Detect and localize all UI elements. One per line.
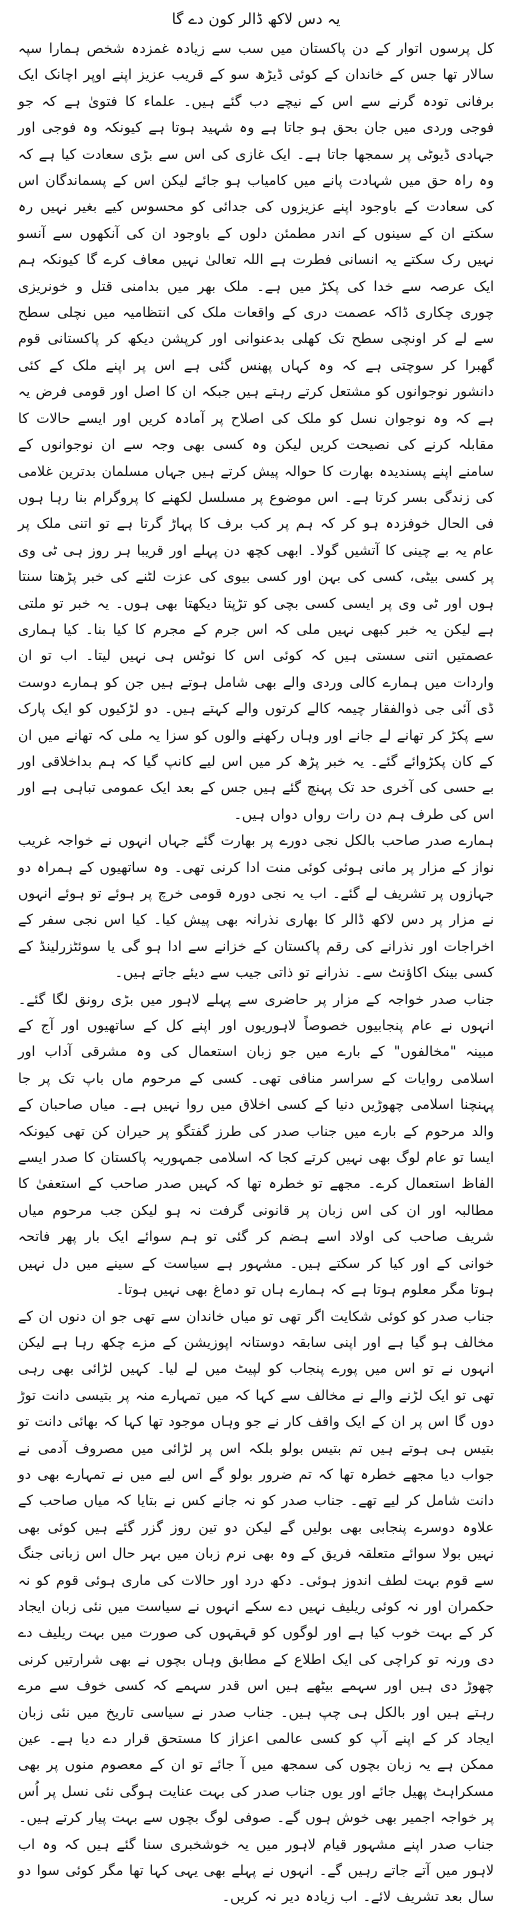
headline: یہ دس لاکھ ڈالر کون دے گا [171,10,341,28]
paragraph-2: ہمارے صدر صاحب بالکل نجی دورے پر بھارت گئے جہاں انہوں نے خواجہ غریب نواز کے مزار پر مانی ہوئی کوئی منت ادا کرنی تھی۔ وہ ساتھیوں کے ہمراہ دو جہازوں پر تشریف لے گئے۔ اب یہ نجی دورہ قومی خرچ پر ہوئے تو ہوئے انہوں نے مزار پر دس لاکھ ڈالر کا بھاری نذرانہ بھی پیش کیا۔ کیا اس نجی سفر کے اخراجات اور نذرانے کی رقم پاکستان کے خزانے سے ادا ہو گی یا سوئٹزرلینڈ کے کسی بینک اکاؤنٹ سے۔ نذرانے تو ذاتی جیب سے دیئے جاتے ہیں۔ [18,833,494,982]
paragraph-3: جناب صدر خواجہ کے مزار پر حاضری سے پہلے لاہور میں بڑی رونق لگا گئے۔ انہوں نے عام پنجابیوں خصوصاً لاہوریوں اور اپنے کل کے ساتھیوں اور آج کے مبینہ "مخالفوں" کے بارے میں جو زبان استعمال کی وہ مشرقی آداب اور اسلامی روایات کے سراسر منافی تھی۔ کسی کے مرحوم ماں باپ تک پر جا پہنچنا اسلامی چھوڑیں دنیا کے کسی اخلاق میں روا نہیں ہے۔ میاں صاحبان کے والد مرحوم کے بارے میں جناب صدر کی طرز گفتگو پر حیران کن تھی کیونکہ ایسا تو عام لوگ بھی نہیں کرتے کجا کہ اسلامی جمہوریہ پاکستان کا صدر ایسے الفاظ استعمال کرے۔ مجھے تو خطرہ تھا کہ کہیں صدر صاحب کے استعفیٰ کا مطالبہ اور ان کی اس زبان پر قانونی گرفت نہ ہو لیکن جب مرحوم میاں شریف صاحب کی اولاد اسے ہضم کر گئی تو ہم سوائے ایک بار پھر فاتحہ خوانی کے اور کیا کر سکتے ہیں۔ مشہور ہے سیاست کے سینے میں دل نہیں ہوتا مگر معلوم ہوتا ہے کہ ہمارے ہاں تو دماغ بھی نہیں ہوتا۔ [18,991,494,1299]
paragraph-4: جناب صدر کو کوئی شکایت اگر تھی تو میاں خاندان سے تھی جو ان دنوں ان کے مخالف ہو گیا ہے اور اپنی سابقہ دوستانہ اپوزیشن کے مزے چکھ رہا ہے لیکن انہوں نے تو اس میں پورے پنجاب کو لپیٹ میں لے لیا۔ کہیں لڑائی بھی رہی تھی تو ایک لڑنے والے نے مخالف سے کہا کہ میں تمہارے منہ پر بتیسی دانت توڑ دوں گا اس پر ان کے ایک واقف کار نے جو وہاں موجود تھا کہا کہ بھائی دانت تو بتیس ہی ہوتے ہیں تم بتیس بولو بلکہ اس پر لڑائی میں مصروف آدمی نے جواب دیا مجھے خطرہ تھا کہ تم ضرور بولو گے اس لیے میں نے تمہارے بھی دو دانت شامل کر لیے تھے۔ جناب صدر کو نہ جانے کس نے بتایا کہ میاں صاحب کے علاوہ دوسرے پنجابی بھی بولیں گے لیکن دو تین روز گزر گئے ہیں کوئی بھی نہیں بولا سوائے متعلقہ فریق کے وہ بھی نرم زبان میں بہر حال اس زبانی جنگ سے قوم بہت لطف اندوز ہوئی۔ دکھ درد اور حالات کی ماری ہوئی قوم کو نہ حکمران اور نہ کوئی ریلیف نہیں دے سکے انہوں نے سیاست میں نئی زبان ایجاد کر کے بہت خوب کیا ہے اور لوگوں کو قہقہوں کی صورت میں بہت ریلیف دے دی ورنہ تو کراچی کی ایک اطلاع کے مطابق وہاں بچوں نے بھی شرارتیں کرنی چھوڑ دی ہیں اور سہمے بیٹھے ہیں اس قدر سہمے کہ کسی خوف سے مرے رہتے ہیں اور بالکل ہی چپ ہیں۔ جناب صدر نے سیاسی تاریخ میں نئی زبان ایجاد کر کے اپنے آپ کو کسی عالمی اعزاز کا مستحق قرار دے دیا ہے۔ عین ممکن ہے یہ زبان بچوں کی سمجھ میں آ جائے تو ان کے معصوم منوں پر بھی مسکراہٹ پھیل جائے اور یوں جناب صدر کی بہت عنایت ہوگی نئی نسل پر اُس پر خواجہ اجمیر بھی خوش ہوں گے۔ صوفی لوگ بچوں سے بہت پیار کرتے ہیں۔ [18,1308,494,1827]
paragraph-1: کل پرسوں اتوار کے دن پاکستان میں سب سے زیادہ غمزدہ شخص ہمارا سپہ سالار تھا جس کے خاندان کے کوئی ڈیڑھ سو کے قریب عزیز اپنے اوپر اچانک ایک برفانی تودہ گرنے سے اس کے نیچے دب گئے ہیں۔ علماء کا فتویٰ ہے کہ جو فوجی وردی میں جان بحق ہو جاتا ہے وہ شہید ہوتا ہے کیونکہ وہ فوجی اور جہادی ڈیوٹی پر سمجھا جاتا ہے۔ ایک غازی کی اس سے بڑی سعادت کیا ہے کہ وہ راہ حق میں شہادت پانے میں کامیاب ہو جائے لیکن اس کے پسماندگان اس کی سعادت کے باوجود اپنے عزیزوں کی جدائی کو محسوس کیے بغیر نہیں رہ سکتے ان کے سینوں کے اندر مطمئن دلوں کے باوجود ان کی آنکھوں سے آنسو نہیں رک سکتے یہ انسانی فطرت ہے اللہ تعالیٰ نہیں معاف کرے گا کیونکہ ہم ایک عرصہ سے خدا کی پکڑ میں ہے۔ ملک بھر میں بدامنی قتل و خونریزی چوری چکاری ڈاکہ عصمت دری کے واقعات ملک کی انتظامیہ میں نچلی سطح سے لے کر اونچی سطح تک کھلی بدعنوانی اور کرپشن دیکھ کر پاکستانی قوم گھبرا کر سوچتی ہے کہ وہ کہاں پھنس گئی ہے اس پر اپنے ملک کے کئی دانشور نوجوانوں کو مشتعل کرتے رہتے ہیں جبکہ ان کا اصل اور قومی فرض یہ ہے کہ وہ نوجوان نسل کو ملک کی اصلاح پر آمادہ کریں اور ایسے حالات کا مقابلہ کرنے کی نصیحت کریں لیکن وہ کسی بھی وجہ سے ان نوجوانوں کے سامنے اپنے پسندیدہ بھارت کا حوالہ پیش کرتے ہیں جہاں مسلمان بدترین غلامی کی زندگی بسر کرتا ہے۔ اس موضوع پر مسلسل لکھنے کا پروگرام بنا رہا ہوں فی الحال خوفزدہ ہو کر کہ ہم پر کب برف کا پہاڑ گرتا ہے تو اتنی ملک پر عام یہ بے چینی کا آتشیں گولا۔ ابھی کچھ دن پہلے اور قریبا ہر روز ہی ٹی وی پر کسی بیٹی، کسی کی بہن اور کسی بیوی کی عزت لٹنے کی خبر پڑھتا سنتا ہوں اور ٹی وی پر ایسی کسی بچی کو تڑپتا دیکھتا بھی ہوں۔ یہ خبر تو ملتی ہے لیکن یہ خبر کبھی نہیں ملی کہ اس جرم کے مجرم کا کیا بنا۔ کیا ہماری عصمتیں اتنی سستی ہیں کہ کوئی اس کا نوٹس ہی نہیں لیتا۔ اب تو ان واردات میں ہمارے کالی وردی والے بھی شامل ہوتے ہیں جن کو ہمارے دوست ڈی آئی جی ذوالفقار چیمہ کالے کرتوں والے کہتے ہیں۔ دو لڑکیوں کو ایک پارک سے پکڑ کر تھانے لے جانے اور وہاں رکھنے والوں کو سزا یہ ملی کہ تھانے میں ان کے کان پکڑوائے گئے۔ یہ خبر پڑھ کر میں اس لیے کانپ گیا کہ ہم بداخلاقی اور بے حسی کی آخری حد تک پہنچ گئے ہیں جس کے بعد ایک عمومی تباہی ہے اور اس کی طرف ہم دن رات رواں دواں ہیں۔ [18,41,494,823]
paragraph-5: جناب صدر اپنے مشہور قیام لاہور میں یہ خوشخبری سنا گئے ہیں کہ وہ اب لاہور میں آتے جاتے رہیں گے۔ انہوں نے پہلے بھی یہی کہا تھا مگر کوئی سوا دو سال بعد تشریف لائے۔ اب زیادہ دیر نہ کریں۔ [18,1836,494,1906]
